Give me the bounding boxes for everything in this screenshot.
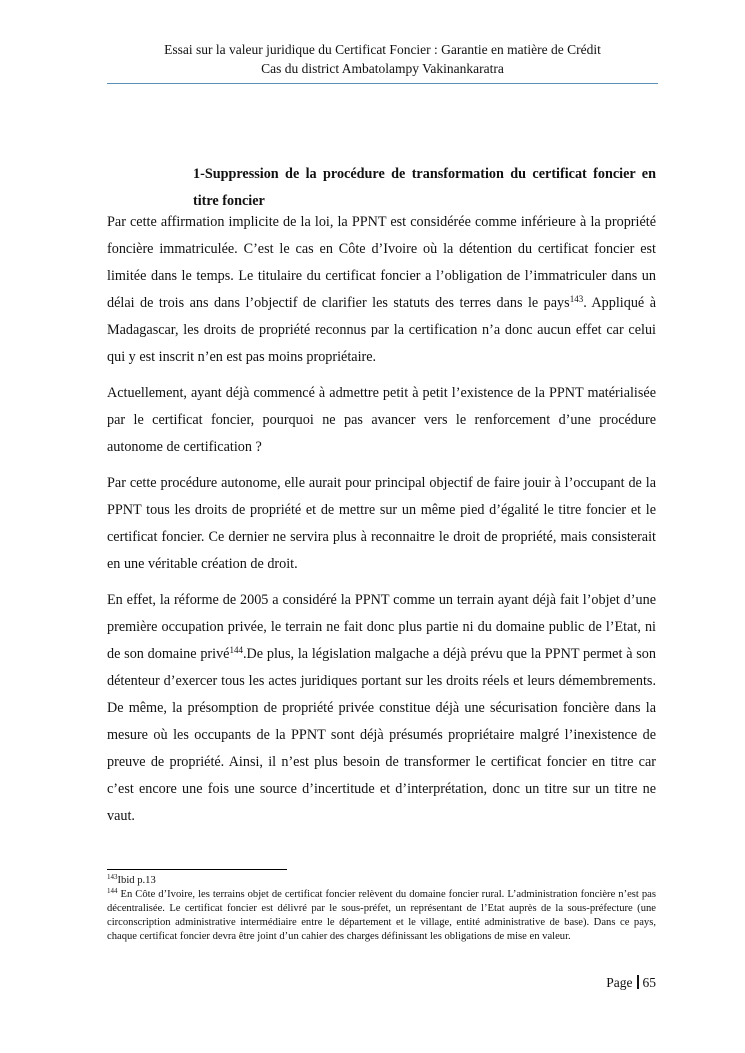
header-title-line: Essai sur la valeur juridique du Certificat Foncier : Garantie en matière de Crédit xyxy=(164,42,601,57)
paragraph-4 xyxy=(107,587,656,830)
paragraph-4-text-b: .De plus, la législation malgache a déjà prévu que la PPNT permet à son détenteur d’exercer tous les actes juridiques portant sur les droits réels et leurs démembrements. De même, la présomption de propriété privée constitue déjà une sécurisation foncière dans la mesure où les occupants de la PPNT sont déjà présumés propriétaire malgré l’inexistence de preuve de propriété. Ainsi, il n’est plus besoin de transformer le certificat foncier en titre car c’est encore une fois une source d’incertitude et d’interprétation, donc un titre sur un titre ne vaut. xyxy=(107,646,656,824)
footnote-143 xyxy=(107,874,656,888)
header-subtitle-line: Cas du district Ambatolampy Vakinankaratra xyxy=(261,61,504,76)
paragraph-1-text-a: Par cette affirmation implicite de la loi, la PPNT est considérée comme inférieure à la propriété foncière immatriculée. C’est le cas en Côte d’Ivoire où la détention du certificat foncier est limitée dans le temps. Le titulaire du certificat foncier a l’obligation de l’immatriculer dans un délai de trois ans dans l’objectif de clarifier les statuts des terres dans le pays xyxy=(107,214,656,311)
footnote-number: 143 xyxy=(107,873,118,881)
paragraph-3: Par cette procédure autonome, elle aurait pour principal objectif de faire jouir à l’occupant de la PPNT tous les droits de propriété et de mettre sur un même pied d’égalité le titre foncier et le certificat foncier. Ce dernier ne servira plus à reconnaitre le droit de propriété, mais consisterait en une véritable création de droit. xyxy=(107,475,656,572)
footnote-ref-144[interactable]: 144 xyxy=(229,645,243,655)
body-text xyxy=(107,209,656,839)
footnote-separator xyxy=(107,869,287,870)
section-heading: 1-Suppression de la procédure de transformation du certificat foncier en titre foncier xyxy=(193,166,656,209)
page-number xyxy=(606,975,656,991)
footnote-ref-143[interactable]: 143 xyxy=(569,294,584,304)
footnote-144 xyxy=(107,888,656,944)
footnote-text: En Côte d’Ivoire, les terrains objet de certificat foncier relèvent du domaine foncier rural. L’administration foncière n’est pas décentralisée. Le certificat foncier est délivré par le sous-préfet, un représentant de l’Etat auprès de la sous-préfecture (une circonscription administrative intermédiaire entre le département et le village, entité administrative de base). Dans ce pays, chaque certificat foncier devra être joint d’un cahier des charges définissant les obligations de mise en valeur. xyxy=(107,889,656,942)
header-divider xyxy=(107,83,658,84)
footnotes xyxy=(107,874,656,944)
paragraph-4-text-a: En effet, la réforme de 2005 a considéré la PPNT comme un terrain ayant déjà fait l’objet d’une première occupation privée, le terrain ne fait donc plus partie ni du domaine public de l’Etat, ni de son domaine privé xyxy=(107,592,656,662)
page-number-value: 65 xyxy=(642,975,656,990)
paragraph-2: Actuellement, ayant déjà commencé à admettre petit à petit l’existence de la PPNT matérialisée par le certificat foncier, pourquoi ne pas avancer vers le renforcement d’une procédure autonome de certification ? xyxy=(107,385,656,455)
footnote-text: Ibid p.13 xyxy=(117,875,156,886)
page-number-divider xyxy=(637,975,639,989)
page-label: Page xyxy=(606,975,633,990)
paragraph-1-text-b: . Appliqué à Madagascar, les droits de propriété reconnus par la certification n’a donc aucun effet car celui qui y est inscrit n’en est pas moins propriétaire. xyxy=(107,295,656,365)
footnote-number: 144 xyxy=(107,887,118,895)
running-header xyxy=(107,40,658,78)
paragraph-1 xyxy=(107,209,656,371)
